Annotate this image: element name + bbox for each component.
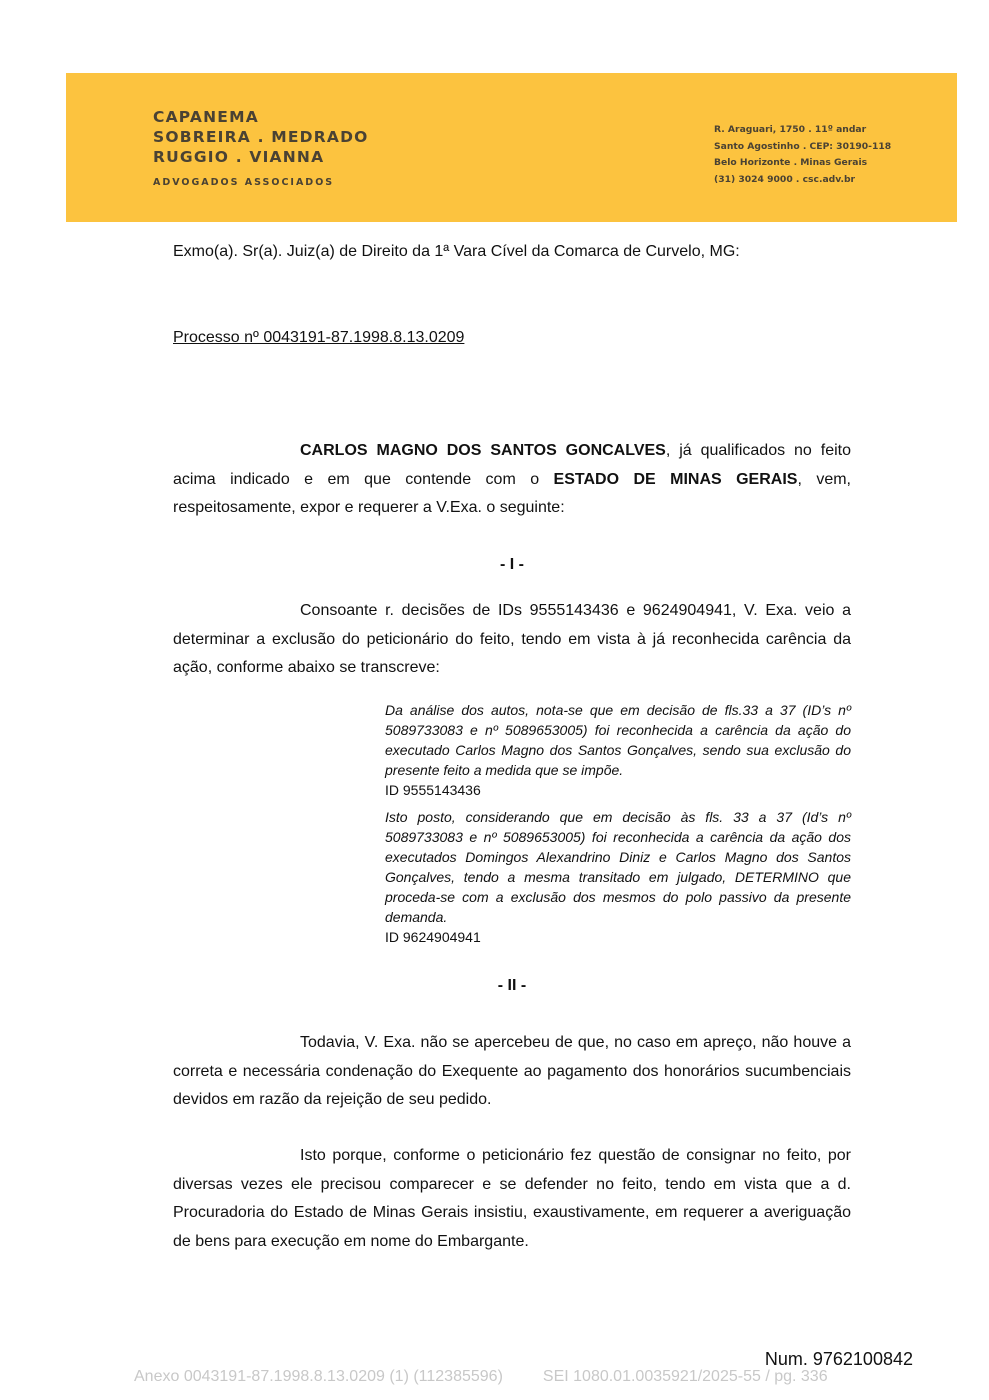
address-line-3: Belo Horizonte . Minas Gerais [714,157,868,168]
document-number: Num. 9762100842 [764,1349,913,1369]
quote-1-id: ID 9555143436 [385,782,481,798]
paragraph-1: Consoante r. decisões de IDs 9555143436 e 9624904941, V. Exa. veio a determinar a exclusão do peticionário do feito, tendo em vista à já reconhecida carência da ação, conforme abaixo se transcreve: [173,602,851,676]
process-number: Processo nº 0043191-87.1998.8.13.0209 [173,329,465,346]
opposing-party: ESTADO DE MINAS GERAIS [553,470,798,488]
section-heading-1: - I - [500,556,524,573]
quote-2-text: Isto posto, considerando que em decisão às fls. 33 a 37 (Id’s nº 5089733083 e nº 5089653005) foi reconhecida a carência da ação dos executados Domingos Alexandrino Diniz e Carlos Magno dos Santos Gonçalves, tendo a mesma transitado em julgado, DETERMINO que proceda-se com a exclusão dos mesmos do polo passivo da presente demanda. [385,809,851,925]
firm-logo [153,107,369,188]
quote-1-text: Da análise dos autos, nota-se que em decisão de fls.33 a 37 (ID’s nº 5089733083 e nº 5089653005) foi reconhecida a carência da ação do executado Carlos Magno dos Santos Gonçalves, sendo sua exclusão do presente feito a medida que se impõe. [385,702,851,778]
intro-text-2: , vem, respeitosamente, expor e requerer a V.Exa. o seguinte: [173,470,852,516]
address-line-2: Santo Agostinho . CEP: 30190-118 [714,140,892,152]
firm-name-line-3: RUGGIO . VIANNA [153,148,325,166]
section-heading-2: - II - [497,977,527,994]
annex-reference: Anexo 0043191-87.1998.8.13.0209 (1) (112385596) [134,1368,503,1385]
quote-1 [385,700,851,800]
annex-footer [134,1368,828,1386]
firm-subtitle: ADVOGADOS ASSOCIADOS [153,177,335,188]
firm-address [714,122,891,188]
paragraph-2: Todavia, V. Exa. não se apercebeu de que, no caso em apreço, não houve a correta e necessária condenação do Exequente ao pagamento dos honorários sucumbenciais devidos em razão da rejeição de seu pedido. [173,1034,851,1108]
address-line-1: R. Araguari, 1750 . 11º andar [714,124,867,135]
intro-text-1: , já qualificados no feito acima indicado e em que contende com o [173,442,851,488]
sei-reference: SEI 1080.01.0035921/2025-55 / pg. 336 [542,1368,828,1385]
quote-2 [385,807,851,947]
paragraph-3: Isto porque, conforme o peticionário fez questão de consignar no feito, por diversas vezes ele precisou comparecer e se defender no feito, tendo em vista que a d. Procuradoria do Estado de Minas Gerais insistiu, exaustivamente, em requerer a averiguação de bens para execução em nome do Embargante. [173,1147,851,1250]
address-line-4: (31) 3024 9000 . csc.adv.br [714,173,856,185]
firm-name-line-1: CAPANEMA [153,108,259,126]
petitioner-name: CARLOS MAGNO DOS SANTOS GONCALVES [300,442,666,459]
addressee: Exmo(a). Sr(a). Juiz(a) de Direito da 1ª Vara Cível da Comarca de Curvelo, MG: [173,243,740,260]
quote-2-id: ID 9624904941 [385,929,481,945]
firm-name-line-2: SOBREIRA . MEDRADO [153,128,369,146]
letterhead-banner [66,73,957,222]
intro-paragraph [173,437,851,523]
